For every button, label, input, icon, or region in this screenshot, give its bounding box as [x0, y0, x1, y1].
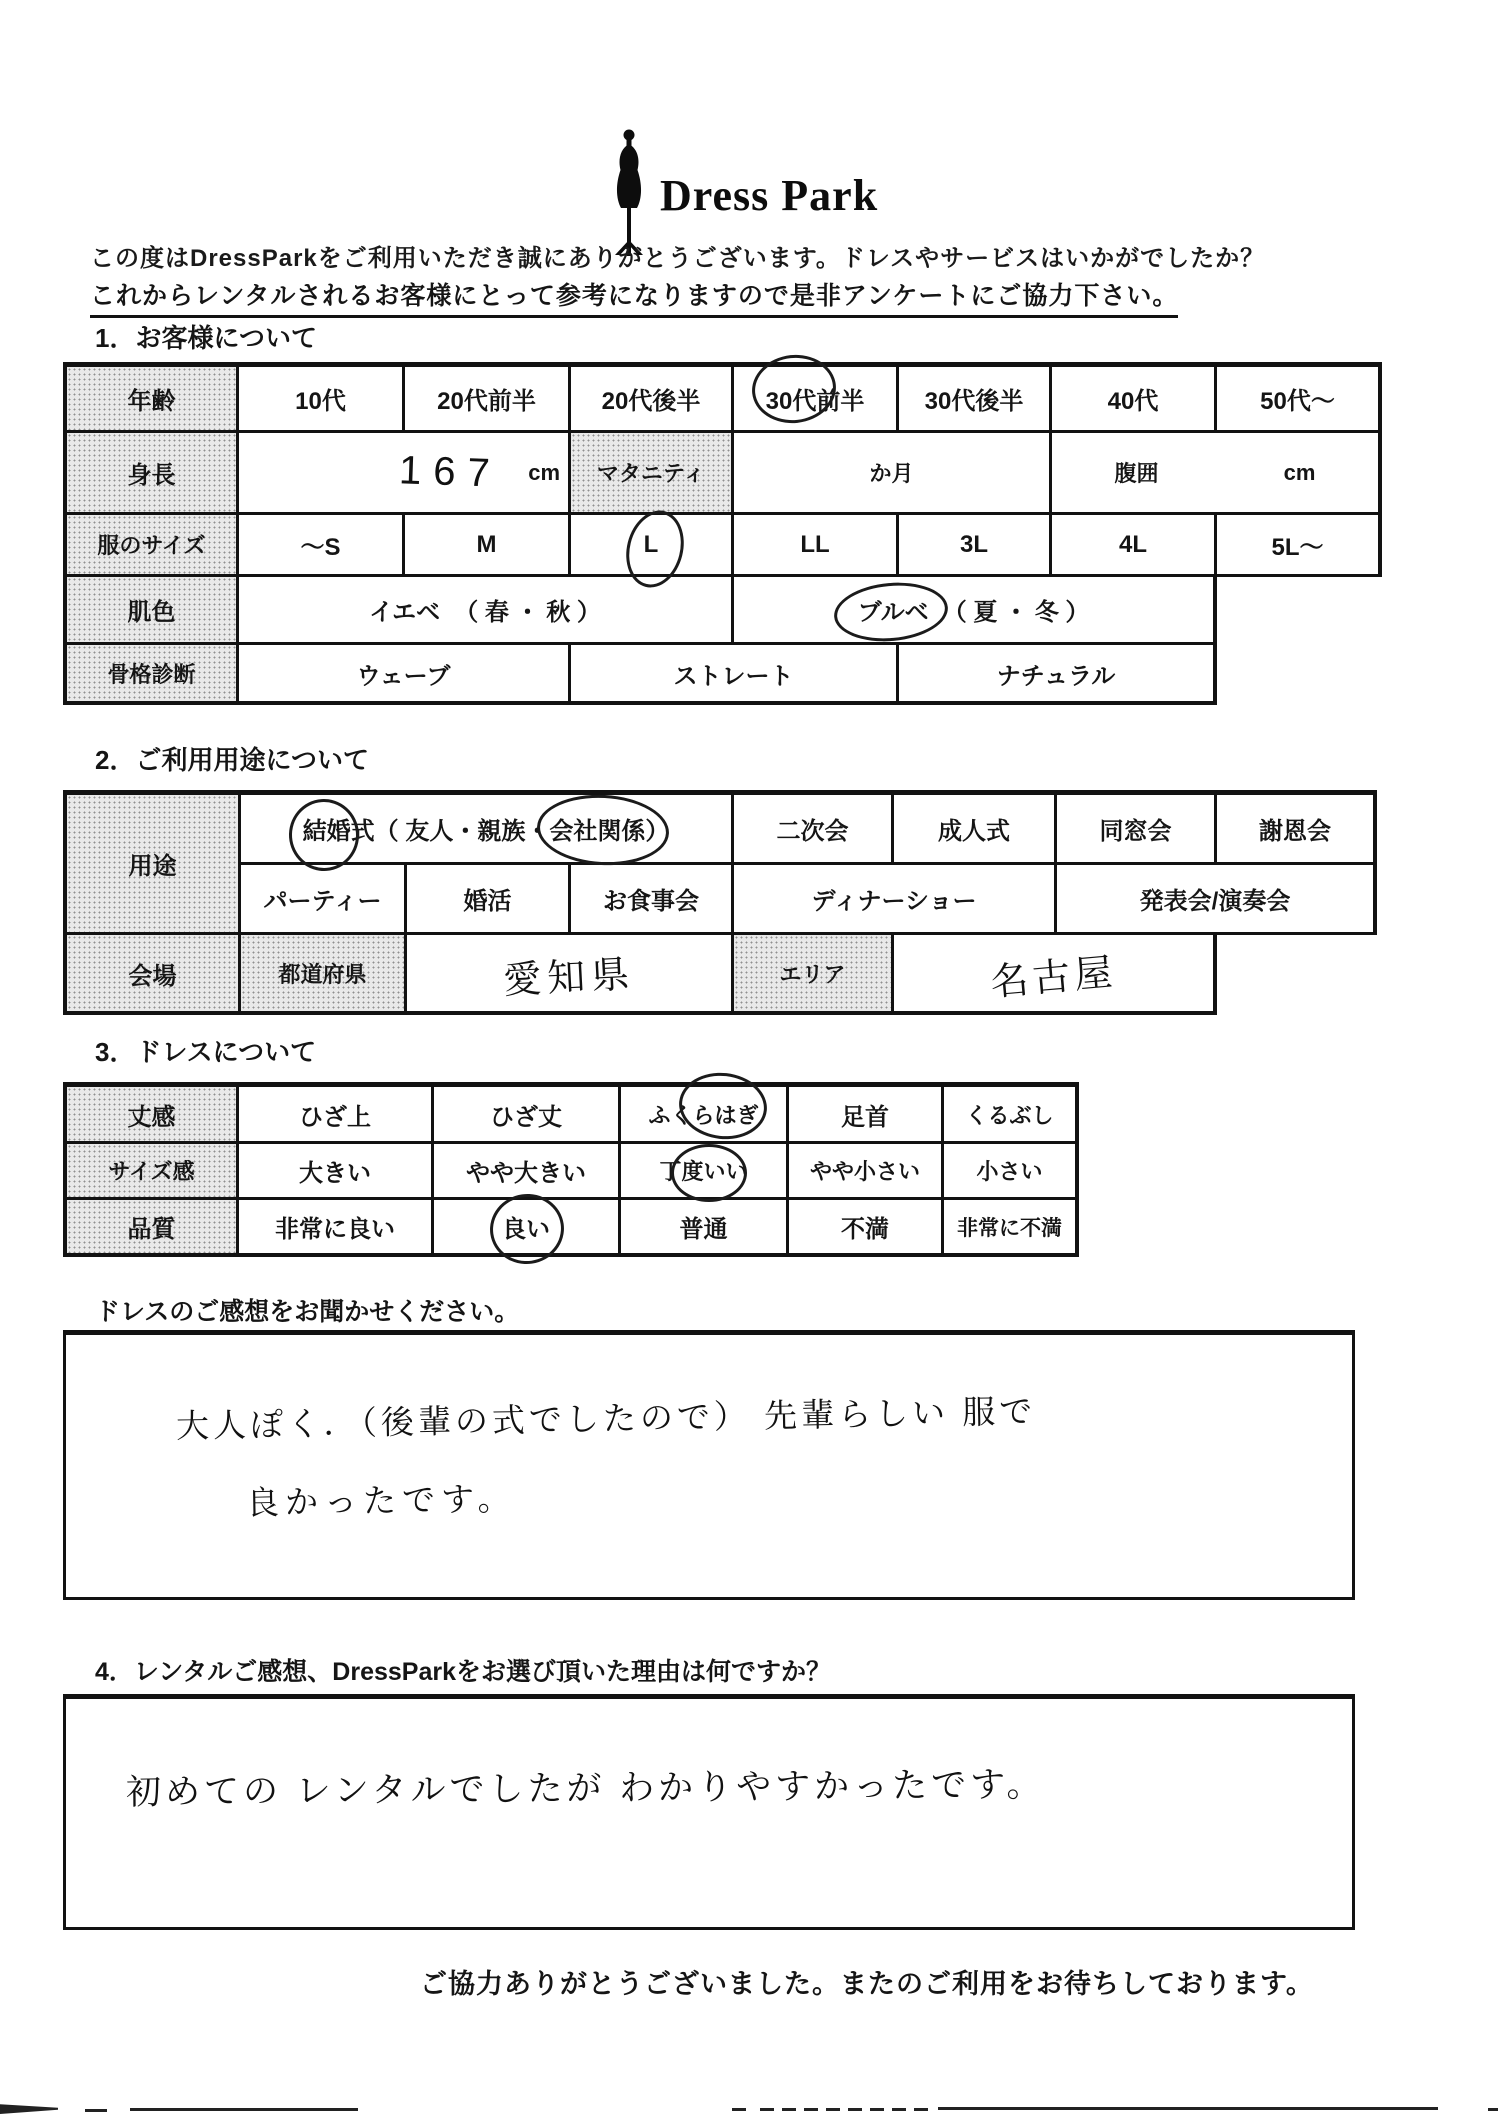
quality-option: 普通: [621, 1200, 789, 1257]
dress-comment-heading: ドレスのご感想をお聞かせください。: [95, 1298, 520, 1326]
age-option: 10代: [239, 367, 405, 433]
purpose-row-1: [241, 795, 1377, 865]
fit-option: 小さい: [944, 1144, 1079, 1200]
age-option: 30代後半: [899, 367, 1052, 433]
size-option: M: [405, 515, 571, 577]
skeleton-row: [67, 645, 1382, 705]
customer-table: [63, 362, 1382, 705]
skin-blue-seasons: （ 夏 ・ 冬 ）: [942, 599, 1090, 626]
skeleton-option: ナチュラル: [899, 645, 1217, 705]
length-option: 足首: [789, 1087, 944, 1144]
skin-label-cell: 肌色: [67, 577, 239, 645]
intro-line-1: この度はDressParkをご利用いただき誠にありがとうございます。ドレスやサービスはいかがでしたか？: [90, 245, 1266, 272]
age-option-selected: [734, 367, 899, 433]
quality-label-cell: 品質: [67, 1200, 239, 1257]
size-option: LL: [734, 515, 899, 577]
height-handwritten-value: 167: [398, 448, 503, 496]
skeleton-option: ストレート: [571, 645, 899, 705]
area-value-cell: [894, 935, 1217, 1015]
size-option: 5L～: [1217, 515, 1382, 577]
prefecture-label-cell: 都道府県: [241, 935, 407, 1015]
purpose-option: 成人式: [894, 795, 1057, 865]
fit-label-cell: サイズ感: [67, 1144, 239, 1200]
dress-table: [63, 1082, 1079, 1257]
skin-blue-label: ブルベ: [857, 599, 929, 626]
quality-option: 非常に良い: [239, 1200, 434, 1257]
fit-option: 大きい: [239, 1144, 434, 1200]
area-handwritten-value: 名古屋: [989, 951, 1119, 1004]
fit-option: やや小さい: [789, 1144, 944, 1200]
area-label-cell: エリア: [734, 935, 894, 1015]
size-label-cell: 服のサイズ: [67, 515, 239, 577]
purpose-option: 発表会/演奏会: [1057, 865, 1377, 935]
size-option-selected: [571, 515, 734, 577]
waist-cell: [1052, 433, 1382, 515]
fit-option-selected: [621, 1144, 789, 1200]
brand-wordmark: Dress Park: [660, 171, 879, 220]
section4-heading: 4．レンタルご感想、DressParkをお選び頂いた理由は何ですか？: [95, 1658, 831, 1686]
age-row: [67, 367, 1382, 433]
length-option: ひざ丈: [434, 1087, 621, 1144]
section3-heading: 3．ドレスについて: [95, 1037, 317, 1067]
quality-option: 不満: [789, 1200, 944, 1257]
waist-unit-label: cm: [1283, 459, 1316, 485]
fit-row: [67, 1144, 1079, 1200]
dress-comment-line-1: 大人ぽく．（後輩の式でしたので） 先輩らしい 服で: [175, 1392, 1037, 1445]
clothing-size-row: [67, 515, 1382, 577]
height-label-cell: 身長: [67, 433, 239, 515]
height-row: [67, 433, 1382, 515]
skin-tone-row: [67, 577, 1382, 645]
wedding-detail-post: ）: [645, 818, 670, 845]
footer-thanks: ご協力ありがとうございました。またのご利用をお待ちしております。: [420, 1969, 1314, 1999]
skin-option-blue-selected: [734, 577, 1217, 645]
fit-option-label: 丁度いい: [659, 1159, 748, 1184]
venue-row: [67, 935, 1377, 1015]
purpose-option: 同窓会: [1057, 795, 1217, 865]
section1-heading: 1．お客様について: [95, 323, 317, 353]
quality-option: 非常に不満: [944, 1200, 1079, 1257]
size-option-label: L: [643, 530, 659, 558]
waist-label: 腹囲: [1114, 461, 1159, 486]
quality-row: [67, 1200, 1079, 1257]
wedding-detail-pre: （ 友人・親族・: [374, 818, 550, 845]
skin-option-yellow: [239, 577, 734, 645]
age-option: 20代前半: [405, 367, 571, 433]
height-value-cell: [239, 433, 571, 515]
length-row: [67, 1087, 1079, 1144]
purpose-option: 婚活: [407, 865, 571, 935]
size-option: 3L: [899, 515, 1052, 577]
intro-line-2: これからレンタルされるお客様にとって参考になりますので是非アンケートにご協力下さい。: [90, 276, 1178, 318]
skeleton-option: ウェーブ: [239, 645, 571, 705]
quality-option-label: 良い: [502, 1216, 550, 1243]
purpose-option-wedding-selected: [241, 795, 734, 865]
wedding-label: 結婚式: [302, 818, 375, 845]
prefecture-handwritten-value: 愛知県: [502, 953, 637, 1002]
skeleton-label-cell: 骨格診断: [67, 645, 239, 705]
age-label-cell: 年齢: [67, 367, 239, 433]
purpose-option: 二次会: [734, 795, 894, 865]
prefecture-value-cell: [407, 935, 734, 1015]
section2-heading: 2．ご利用用途について: [95, 745, 369, 775]
purpose-row-2: [241, 865, 1377, 935]
rental-comment-box: [63, 1694, 1355, 1930]
fit-option: やや大きい: [434, 1144, 621, 1200]
length-option-selected: [621, 1087, 789, 1144]
skin-yellow-label: イエベ: [369, 599, 441, 626]
skin-yellow-seasons: （ 春 ・ 秋 ）: [454, 599, 601, 626]
usage-table: [63, 790, 1377, 1015]
rental-comment-line: 初めての レンタルでしたが わかりやすかったです。: [125, 1764, 1046, 1813]
maternity-label-cell: マタニティ: [571, 433, 734, 515]
length-option-label: ふくらはぎ: [648, 1102, 759, 1128]
maternity-months-cell: か月: [734, 433, 1052, 515]
length-option: ひざ上: [239, 1087, 434, 1144]
purpose-option: 謝恩会: [1217, 795, 1377, 865]
size-option: ～S: [239, 515, 405, 577]
purpose-label-cell: 用途: [67, 795, 241, 935]
length-label-cell: 丈感: [67, 1087, 239, 1144]
age-option-label: 30代前半: [765, 388, 865, 415]
purpose-option: ディナーショー: [734, 865, 1057, 935]
height-unit-label: cm: [528, 459, 560, 485]
purpose-rows: [67, 795, 1377, 935]
dress-comment-box: [63, 1330, 1355, 1600]
dress-comment-line-2: 良かったです。: [245, 1479, 517, 1522]
age-option: 50代～: [1217, 367, 1382, 433]
purpose-option: お食事会: [571, 865, 734, 935]
length-option: くるぶし: [944, 1087, 1079, 1144]
size-option: 4L: [1052, 515, 1217, 577]
age-option: 20代後半: [571, 367, 734, 433]
venue-label-cell: 会場: [67, 935, 241, 1015]
quality-option-selected: [434, 1200, 621, 1257]
wedding-detail-circled: 会社関係: [549, 818, 646, 845]
age-option: 40代: [1052, 367, 1217, 433]
purpose-option: パーティー: [241, 865, 407, 935]
